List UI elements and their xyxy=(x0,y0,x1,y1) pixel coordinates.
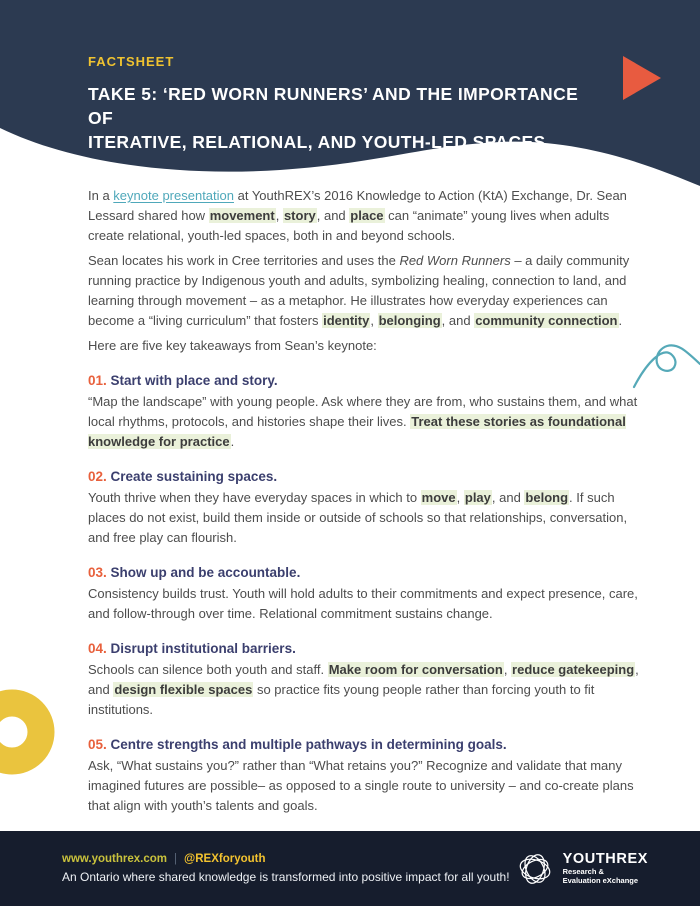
footer-links-separator: | xyxy=(174,853,178,865)
takeaways-lead-in xyxy=(88,336,646,356)
text-segment: belong xyxy=(525,490,569,505)
takeaway-4-title: Disrupt institutional barriers. xyxy=(110,641,296,656)
takeaway-3-heading xyxy=(88,563,646,583)
text-segment: – a daily community running practice by Indigenous youth and adults, symbolizing healing, connection to land, and learning through movement – as a metaphor. He illustrates how everyday experiences can become a “living curriculum” that fosters xyxy=(88,253,630,328)
text-segment: reduce gatekeeping xyxy=(512,662,635,677)
text-segment: Youth thrive when they have everyday spaces in which to xyxy=(88,490,421,505)
text-segment: identity xyxy=(323,313,370,328)
text-segment: , xyxy=(370,313,378,328)
donut-ring-icon xyxy=(0,688,60,778)
text-segment: Treat these stories as foundational knowledge for practice xyxy=(88,414,626,449)
text-segment: Sean locates his work in Cree territories and uses the xyxy=(88,253,400,268)
intro-paragraph-2 xyxy=(88,251,646,331)
factsheet-label: FACTSHEET xyxy=(88,54,175,69)
text-segment: , and xyxy=(491,490,525,505)
takeaway-1-title: Start with place and story. xyxy=(110,373,278,388)
takeaway-1 xyxy=(88,371,646,452)
keynote-presentation-link[interactable]: keynote presentation xyxy=(113,188,234,203)
text-segment: , and xyxy=(441,313,475,328)
footer-bar xyxy=(0,831,700,906)
takeaway-1-body xyxy=(88,392,646,452)
page-title-line1: TAKE 5: ‘RED WORN RUNNERS’ AND THE IMPORTANCE OF xyxy=(88,84,579,128)
footer-links xyxy=(62,853,510,865)
takeaway-2 xyxy=(88,467,646,548)
text-segment: move xyxy=(421,490,456,505)
social-handle-link[interactable]: @REXforyouth xyxy=(184,853,266,865)
footer-left-block xyxy=(62,853,510,884)
text-segment: “Map the landscape” with young people. Ask where they are from, who sustains them, and what local rhythms, protocols, and histories shape their lives. xyxy=(88,394,638,429)
text-segment: , and xyxy=(88,662,639,697)
text-segment: , and xyxy=(316,208,350,223)
text-segment: Schools can silence both youth and staff. xyxy=(88,662,328,677)
takeaway-4-number: 04. xyxy=(88,641,107,656)
page-title-line2: ITERATIVE, RELATIONAL, AND YOUTH-LED SPACES xyxy=(88,132,546,152)
takeaway-4-body xyxy=(88,660,646,720)
takeaway-4 xyxy=(88,639,646,720)
text-segment: story xyxy=(283,208,316,223)
website-link[interactable]: www.youthrex.com xyxy=(62,853,168,865)
takeaway-5 xyxy=(88,735,646,816)
takeaway-1-heading xyxy=(88,371,646,391)
takeaway-2-body xyxy=(88,488,646,548)
page-title xyxy=(88,82,608,154)
text-segment: . If such places do not exist, build them inside or outside of schools so that relationships, conversation, and free play can flourish. xyxy=(88,490,628,545)
header-banner xyxy=(0,0,700,195)
takeaway-5-number: 05. xyxy=(88,737,107,752)
text-segment: Red Worn Runners xyxy=(399,253,511,268)
text-segment: community connection xyxy=(475,313,618,328)
takeaway-2-number: 02. xyxy=(88,469,107,484)
takeaway-5-body xyxy=(88,756,646,816)
text-segment: . xyxy=(618,313,623,328)
text-segment: so practice fits young people rather than forcing youth to fit institutions. xyxy=(88,682,595,717)
text-segment: movement xyxy=(209,208,275,223)
youthrex-logo-text xyxy=(563,852,648,885)
intro-paragraph-1 xyxy=(88,186,646,246)
text-segment: place xyxy=(350,208,384,223)
text-segment: can “animate” young lives when adults create relational, youth-led spaces, both in and beyond schools. xyxy=(88,208,610,243)
takeaway-5-title: Centre strengths and multiple pathways in determining goals. xyxy=(110,737,507,752)
text-segment: , xyxy=(275,208,283,223)
youthrex-logo-sub2: Evaluation eXchange xyxy=(562,876,639,885)
takeaway-3-body xyxy=(88,584,646,624)
takeaway-5-heading xyxy=(88,735,646,755)
footer-tagline: An Ontario where shared knowledge is transformed into positive impact for all youth! xyxy=(62,870,510,884)
text-segment: , xyxy=(503,662,512,677)
takeaway-3-title: Show up and be accountable. xyxy=(110,565,301,580)
text-segment: design flexible spaces xyxy=(114,682,253,697)
main-content xyxy=(88,186,646,816)
youthrex-logo-icon xyxy=(516,848,554,890)
text-segment: at YouthREX’s 2016 Knowledge to Action (KtA) Exchange, Dr. Sean Lessard shared how xyxy=(88,188,627,223)
takeaway-2-title: Create sustaining spaces. xyxy=(110,469,278,484)
play-triangle-icon xyxy=(622,55,662,101)
text-segment: belonging xyxy=(378,313,441,328)
text-segment: Here are five key takeaways from Sean’s keynote: xyxy=(88,338,377,353)
text-segment: Make room for conversation xyxy=(328,662,503,677)
text-segment: In a xyxy=(88,188,114,203)
text-segment: , xyxy=(456,490,464,505)
text-segment: Ask, “What sustains you?” rather than “What retains you?” Recognize and validate that many imagined futures are possible– as opposed to a single route to university – and co-create plans that align with youth’s talents and goals. xyxy=(88,758,634,813)
takeaway-1-number: 01. xyxy=(88,373,107,388)
takeaway-2-heading xyxy=(88,467,646,487)
text-segment: . xyxy=(230,434,235,449)
youthrex-logo-title: YOUTHREX xyxy=(562,851,648,867)
takeaway-3 xyxy=(88,563,646,624)
youthrex-logo xyxy=(516,848,648,890)
takeaway-4-heading xyxy=(88,639,646,659)
youthrex-logo-sub1: Research & xyxy=(562,867,604,876)
text-segment: Consistency builds trust. Youth will hold adults to their commitments and expect presence, care, and follow-through over time. Relational commitment sustains change. xyxy=(88,586,638,621)
text-segment: play xyxy=(464,490,491,505)
takeaway-3-number: 03. xyxy=(88,565,107,580)
